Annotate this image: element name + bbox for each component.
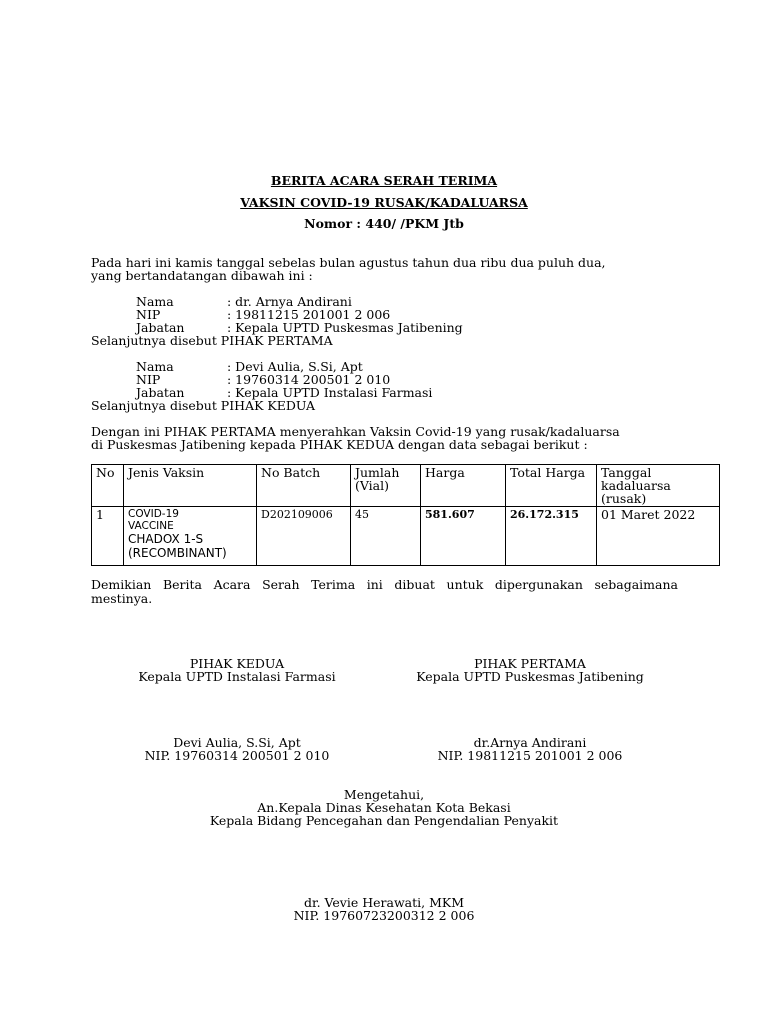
party1-nip-label: NIP: [136, 307, 161, 322]
party1-jabatan-value: : Kepala UPTD Puskesmas Jatibening: [227, 320, 463, 335]
vaccine-table: [91, 464, 720, 566]
party1-nip-value: : 19811215 201001 2 006: [227, 307, 391, 322]
cell-total-harga: 26.172.315: [506, 507, 597, 566]
left-party-title: Kepala UPTD Instalasi Farmasi: [138, 669, 336, 684]
header-tanggal-kadaluarsa: Tanggal kadaluarsa (rusak): [597, 465, 720, 507]
table-header-row: [92, 465, 720, 507]
statement-line-1: Dengan ini PIHAK PERTAMA menyerahkan Vaksin Covid-19 yang rusak/kadaluarsa: [91, 424, 620, 439]
intro-line-2: yang bertandatangan dibawah ini :: [91, 268, 313, 283]
vaccine-name-line-3: CHADOX 1-S: [128, 532, 204, 546]
acknowledgement-name: dr. Vevie Herawati, MKM: [303, 895, 465, 910]
document-subtitle: VAKSIN COVID-19 RUSAK/KADALUARSA: [240, 195, 528, 210]
intro-line-1: Pada hari ini kamis tanggal sebelas bulan agustus tahun dua ribu dua puluh dua,: [91, 255, 606, 270]
statement-line-2: di Puskesmas Jatibening kepada PIHAK KEDUA dengan data sebagai berikut :: [91, 437, 588, 452]
party2-nip-label: NIP: [136, 372, 161, 387]
cell-no: 1: [92, 507, 124, 566]
closing-line-1: Demikian Berita Acara Serah Terima ini dibuat untuk dipergunakan sebagaimana: [91, 577, 678, 592]
header-jenis-vaksin: Jenis Vaksin: [124, 465, 257, 507]
left-party-label: PIHAK KEDUA: [189, 656, 285, 671]
acknowledgement-line-1: An.Kepala Dinas Kesehatan Kota Bekasi: [257, 800, 511, 815]
header-no-batch: No Batch: [257, 465, 351, 507]
left-signatory-nip: NIP. 19760314 200501 2 010: [144, 748, 330, 763]
closing-line-2: mestinya.: [91, 591, 153, 606]
vaccine-name-line-2: VACCINE: [128, 520, 174, 532]
acknowledgement-label: Mengetahui,: [343, 787, 425, 802]
vaccine-name-line-4: (RECOMBINANT): [128, 546, 227, 560]
party1-jabatan-label: Jabatan: [136, 320, 185, 335]
table-row: [92, 507, 720, 566]
header-harga: Harga: [421, 465, 506, 507]
document-title: BERITA ACARA SERAH TERIMA: [270, 173, 498, 188]
party2-jabatan-label: Jabatan: [136, 385, 185, 400]
party2-designation: Selanjutnya disebut PIHAK KEDUA: [91, 398, 316, 413]
right-party-title: Kepala UPTD Puskesmas Jatibening: [416, 669, 644, 684]
vaccine-name-line-1: COVID-19: [128, 508, 179, 520]
cell-jumlah: 45: [351, 507, 421, 566]
acknowledgement-line-2: Kepala Bidang Pencegahan dan Pengendalian Penyakit: [209, 813, 559, 828]
party1-nama-label: Nama: [136, 294, 174, 309]
party2-jabatan-value: : Kepala UPTD Instalasi Farmasi: [227, 385, 433, 400]
party1-designation: Selanjutnya disebut PIHAK PERTAMA: [91, 333, 333, 348]
cell-tanggal-kadaluarsa: 01 Maret 2022: [597, 507, 720, 566]
cell-no-batch: D202109006: [257, 507, 351, 566]
document-number: Nomor : 440/ /PKM Jtb: [304, 216, 464, 231]
cell-jenis-vaksin: [124, 507, 257, 566]
header-jumlah: Jumlah (Vial): [351, 465, 421, 507]
party1-nama-value: : dr. Arnya Andirani: [227, 294, 352, 309]
header-no: No: [92, 465, 124, 507]
cell-harga: 581.607: [421, 507, 506, 566]
party2-nama-label: Nama: [136, 359, 174, 374]
acknowledgement-nip: NIP. 19760723200312 2 006: [293, 908, 475, 923]
header-total-harga: Total Harga: [506, 465, 597, 507]
right-party-label: PIHAK PERTAMA: [474, 656, 586, 671]
party2-nip-value: : 19760314 200501 2 010: [227, 372, 391, 387]
right-signatory-nip: NIP. 19811215 201001 2 006: [437, 748, 623, 763]
left-signatory-name: Devi Aulia, S.Si, Apt: [173, 735, 301, 750]
party2-nama-value: : Devi Aulia, S.Si, Apt: [227, 359, 363, 374]
right-signatory-name: dr.Arnya Andirani: [473, 735, 587, 750]
